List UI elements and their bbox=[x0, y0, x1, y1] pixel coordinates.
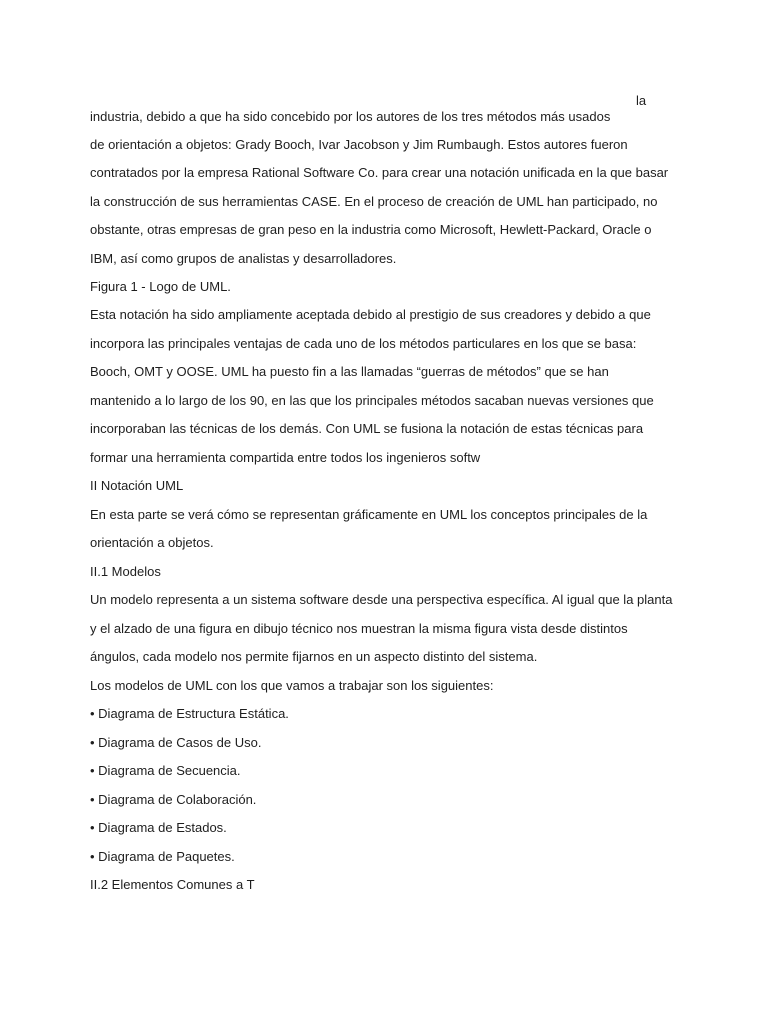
list-item: • Diagrama de Colaboración. bbox=[90, 792, 257, 807]
text-line: la construcción de sus herramientas CASE. En el proceso de creación de UML han participado, no bbox=[90, 194, 658, 209]
text-line: IBM, así como grupos de analistas y desarrolladores. bbox=[90, 251, 397, 266]
list-item: • Diagrama de Secuencia. bbox=[90, 763, 241, 778]
subsection-heading: II.1 Modelos bbox=[90, 564, 161, 579]
text-line: En esta parte se verá cómo se representan gráficamente en UML los conceptos principales de la bbox=[90, 507, 648, 522]
text-line: formar una herramienta compartida entre todos los ingenieros softw bbox=[90, 450, 481, 465]
text-line: de orientación a objetos: Grady Booch, Ivar Jacobson y Jim Rumbaugh. Estos autores fueron bbox=[90, 137, 628, 152]
text-line: obstante, otras empresas de gran peso en la industria como Microsoft, Hewlett-Packard, Oracle o bbox=[90, 222, 652, 237]
text-line: mantenido a lo largo de los 90, en las que los principales métodos sacaban nuevas versiones que bbox=[90, 393, 654, 408]
section-heading: II Notación UML bbox=[90, 478, 184, 493]
text-line: contratados por la empresa Rational Software Co. para crear una notación unificada en la que basar bbox=[90, 165, 669, 180]
list-item: • Diagrama de Paquetes. bbox=[90, 849, 235, 864]
list-item: • Diagrama de Casos de Uso. bbox=[90, 735, 262, 750]
subsection-heading: II.2 Elementos Comunes a T bbox=[90, 877, 255, 892]
text-line: Los modelos de UML con los que vamos a trabajar son los siguientes: bbox=[90, 678, 494, 693]
text-line-fragment: la bbox=[636, 93, 647, 108]
text-line: ángulos, cada modelo nos permite fijarnos en un aspecto distinto del sistema. bbox=[90, 649, 538, 664]
text-line: incorporaban las técnicas de los demás. Con UML se fusiona la notación de estas técnicas para bbox=[90, 421, 644, 436]
text-line: orientación a objetos. bbox=[90, 535, 214, 550]
list-item: • Diagrama de Estructura Estática. bbox=[90, 706, 289, 721]
text-line: industria, debido a que ha sido concebido por los autores de los tres métodos más usados bbox=[90, 109, 611, 124]
text-line: Un modelo representa a un sistema software desde una perspectiva específica. Al igual que la planta bbox=[90, 592, 673, 607]
list-item: • Diagrama de Estados. bbox=[90, 820, 227, 835]
text-line: Esta notación ha sido ampliamente aceptada debido al prestigio de sus creadores y debido a que bbox=[90, 307, 651, 322]
text-line: Booch, OMT y OOSE. UML ha puesto fin a las llamadas “guerras de métodos” que se han bbox=[90, 364, 609, 379]
text-line: incorpora las principales ventajas de cada uno de los métodos particulares en los que se basa: bbox=[90, 336, 637, 351]
text-line: y el alzado de una figura en dibujo técnico nos muestran la misma figura vista desde distintos bbox=[90, 621, 628, 636]
figure-caption: Figura 1 - Logo de UML. bbox=[90, 279, 231, 294]
